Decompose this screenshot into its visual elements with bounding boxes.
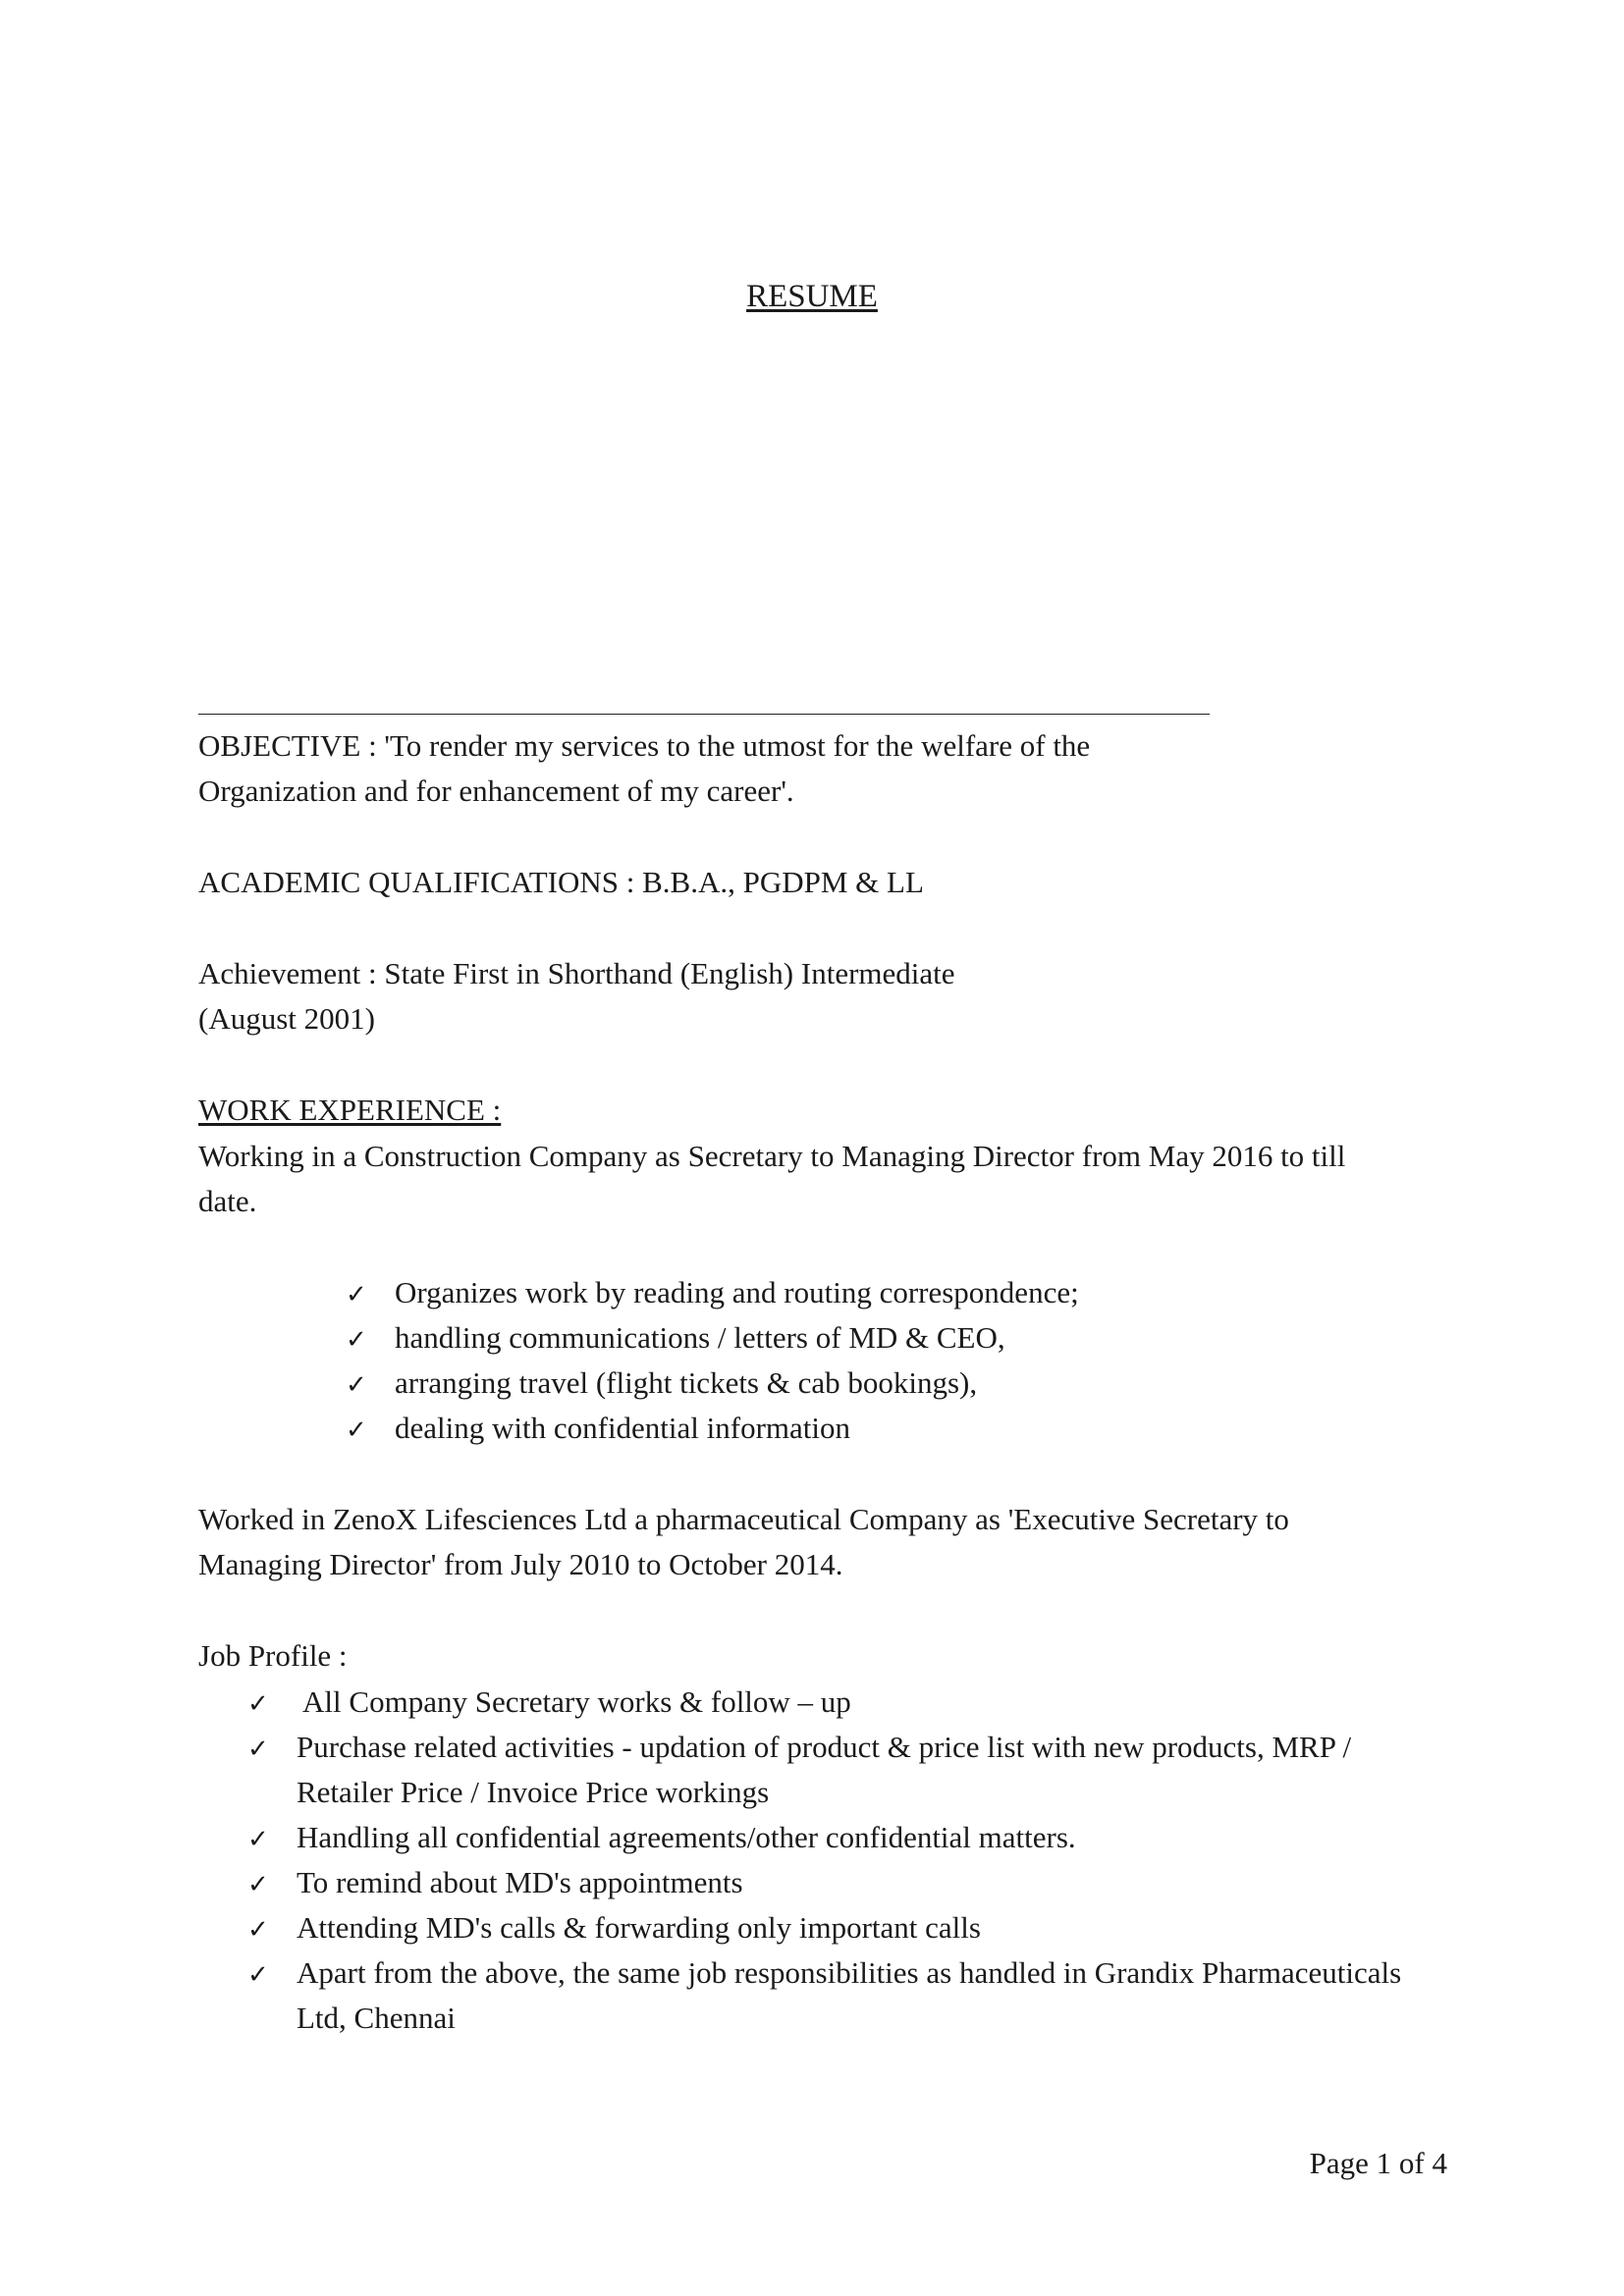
- checkmark-icon: ✓: [247, 1735, 269, 1764]
- divider-line: [198, 714, 1210, 715]
- achievement-line-2: (August 2001): [198, 1001, 375, 1036]
- checkmark-icon: ✓: [346, 1370, 367, 1400]
- list-item: Organizes work by reading and routing correspondence;: [395, 1275, 1079, 1309]
- checkmark-icon: ✓: [247, 1915, 269, 1945]
- list-item: All Company Secretary works & follow – up: [297, 1684, 851, 1719]
- objective-line-1: OBJECTIVE : 'To render my services to the utmost for the welfare of the: [198, 728, 1091, 763]
- checkmark-icon: ✓: [247, 1870, 269, 1899]
- list-item: handling communications / letters of MD & CEO,: [395, 1320, 1005, 1355]
- academic-qualifications: ACADEMIC QUALIFICATIONS : B.B.A., PGDPM & LL: [198, 865, 924, 899]
- objective-line-2: Organization and for enhancement of my career'.: [198, 774, 794, 808]
- list-item: dealing with confidential information: [395, 1411, 851, 1445]
- checkmark-icon: ✓: [247, 1960, 269, 1990]
- list-item: Attending MD's calls & forwarding only important calls: [297, 1910, 981, 1945]
- page-title: RESUME: [746, 279, 878, 314]
- work-experience-heading: WORK EXPERIENCE :: [198, 1093, 502, 1127]
- list-item: Handling all confidential agreements/other confidential matters.: [297, 1820, 1076, 1854]
- page-number: Page 1 of 4: [1309, 2146, 1447, 2180]
- list-item-continued: Retailer Price / Invoice Price workings: [297, 1775, 770, 1809]
- list-item: Purchase related activities - updation of product & price list with new products, MRP /: [297, 1730, 1352, 1764]
- checkmark-icon: ✓: [247, 1689, 269, 1719]
- job1-line-1: Working in a Construction Company as Secretary to Managing Director from May 2016 to till: [198, 1139, 1346, 1173]
- list-item: To remind about MD's appointments: [297, 1865, 743, 1899]
- list-item: arranging travel (flight tickets & cab bookings),: [395, 1365, 978, 1400]
- checkmark-icon: ✓: [346, 1415, 367, 1445]
- list-item: Apart from the above, the same job responsibilities as handled in Grandix Pharmaceuticals: [297, 1955, 1402, 1990]
- checkmark-icon: ✓: [346, 1280, 367, 1309]
- job1-line-2: date.: [198, 1184, 257, 1218]
- checkmark-icon: ✓: [247, 1825, 269, 1854]
- job2-line-2: Managing Director' from July 2010 to October 2014.: [198, 1547, 843, 1581]
- job2-line-1: Worked in ZenoX Lifesciences Ltd a pharmaceutical Company as 'Executive Secretary to: [198, 1502, 1289, 1536]
- achievement-line-1: Achievement : State First in Shorthand (English) Intermediate: [198, 956, 955, 990]
- checkmark-icon: ✓: [346, 1325, 367, 1355]
- list-item-continued: Ltd, Chennai: [297, 2001, 456, 2035]
- job-profile-label: Job Profile :: [198, 1638, 348, 1673]
